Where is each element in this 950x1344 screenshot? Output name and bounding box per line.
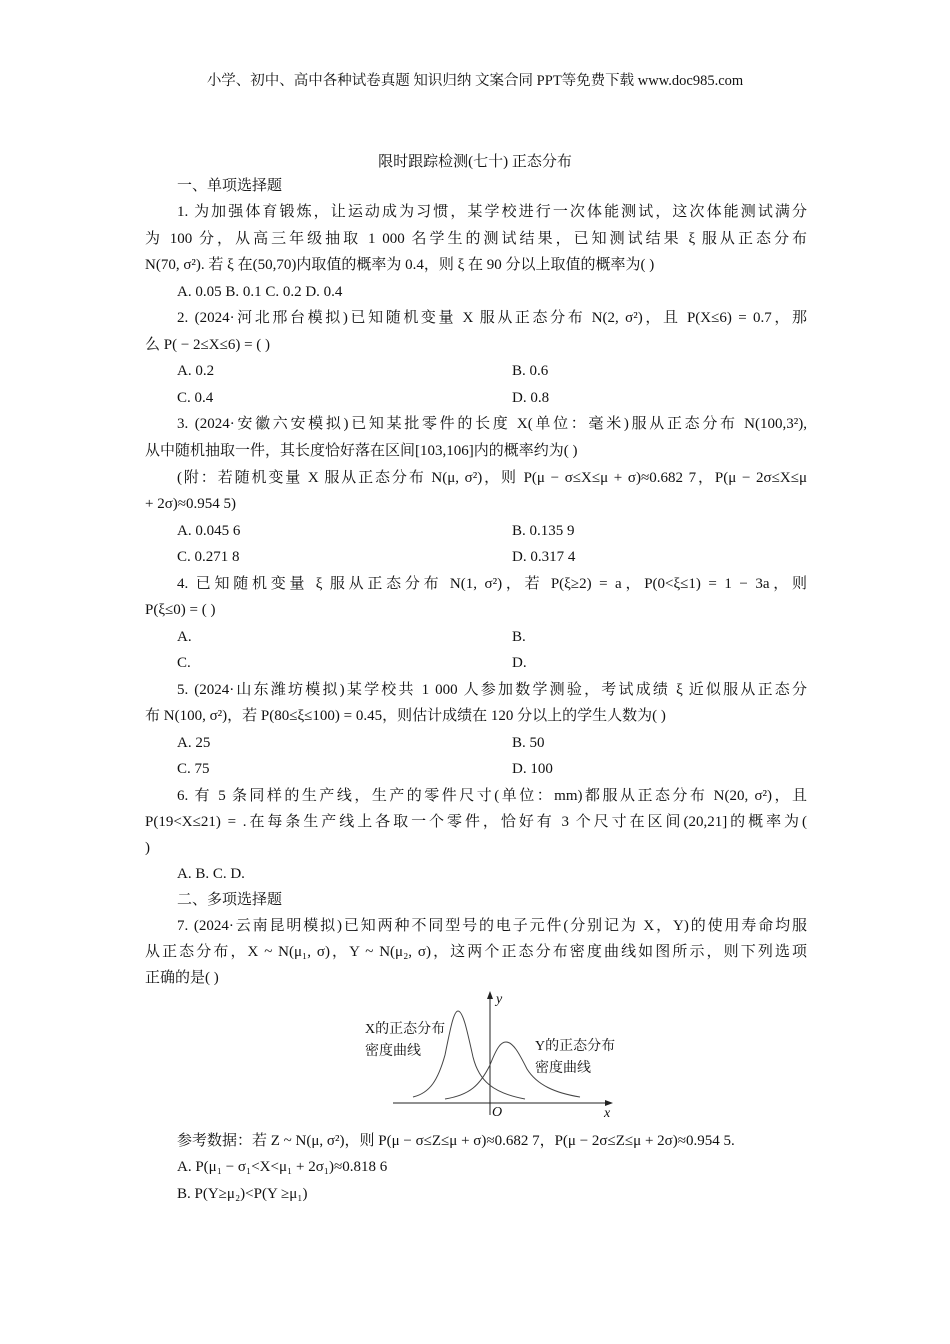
question-1: N(70, σ²). 若 ξ 在(50,70)内取值的概率为 0.4，则 ξ 在 90 分以上取值的概率为( ): [145, 257, 655, 273]
option: B.: [512, 629, 526, 645]
normal-distribution-figure: [355, 985, 625, 1120]
option: A. 0.2: [177, 363, 215, 379]
option: A.: [177, 629, 192, 645]
question-1-options: A. 0.05 B. 0.1 C. 0.2 D. 0.4: [177, 284, 343, 300]
origin-label: O: [492, 1105, 503, 1120]
question-2: 2. (2024·河北邢台模拟)已知随机变量 X 服从正态分布 N(2, σ²)，且 P(X≤6) = 0.7，那: [177, 310, 807, 326]
y-curve-label: 密度曲线: [535, 1061, 591, 1076]
question-1: 为 100 分，从高三年级抽取 1 000 名学生的测试结果，已知测试结果 ξ 服从正态分布: [145, 231, 807, 247]
question-6: 6. 有 5 条同样的生产线，生产的零件尺寸(单位：mm)都服从正态分布 N(20, σ²)，且: [177, 788, 807, 804]
y-axis-arrow-icon: [487, 991, 493, 999]
page-header: 小学、初中、高中各种试卷真题 知识归纳 文案合同 PPT等免费下载 www.doc985.com: [206, 73, 744, 89]
option: D. 0.317 4: [512, 549, 576, 565]
question-6-options: A. B. C. D.: [177, 866, 245, 882]
option: B. 50: [512, 735, 545, 751]
reference-data: 参考数据：若 Z ~ N(μ, σ²)，则 P(μ − σ≤Z≤μ + σ)≈0.682 7，P(μ − 2σ≤Z≤μ + 2σ)≈0.954 5.: [177, 1133, 735, 1149]
question-1: 1. 为加强体育锻炼，让运动成为习惯，某学校进行一次体能测试，这次体能测试满分: [177, 204, 807, 220]
question-4: 4. 已知随机变量 ξ 服从正态分布 N(1, σ²)，若 P(ξ≥2) = a，P(0<ξ≤1) = 1 − 3a，则: [177, 576, 807, 592]
x-curve-label: 密度曲线: [365, 1044, 421, 1059]
option: C. 75: [177, 761, 210, 777]
option: D. 100: [512, 761, 553, 777]
question-3: 从中随机抽取一件，其长度恰好落在区间[103,106]内的概率约为( ): [145, 443, 578, 459]
option: B. 0.135 9: [512, 523, 575, 539]
question-3-note: + 2σ)≈0.954 5): [145, 496, 237, 512]
option: A. 0.045 6: [177, 523, 241, 539]
question-4: P(ξ≤0) = ( ): [145, 602, 216, 618]
option: A. P(μ₁ − σ₁<X<μ₁ + 2σ₁)≈0.818 6: [177, 1159, 388, 1175]
option: C. 0.271 8: [177, 549, 240, 565]
y-axis-label: y: [496, 992, 503, 1007]
option: C.: [177, 655, 191, 671]
section-heading: 一、单项选择题: [177, 178, 283, 194]
option: D. 0.8: [512, 390, 550, 406]
option: D.: [512, 655, 527, 671]
question-7: 从正态分布，X ~ N(μ₁, σ)，Y ~ N(μ₂, σ)，这两个正态分布密度曲线如图所示，则下列选项: [145, 944, 807, 960]
option: A. 25: [177, 735, 211, 751]
question-3-note: (附：若随机变量 X 服从正态分布 N(μ, σ²)，则 P(μ − σ≤X≤μ + σ)≈0.682 7，P(μ − 2σ≤X≤μ: [177, 470, 807, 486]
section-heading: 二、多项选择题: [177, 892, 283, 908]
option: C. 0.4: [177, 390, 214, 406]
question-7: 正确的是( ): [145, 970, 219, 986]
option: B. P(Y≥μ₂)<P(Y ≥μ₁): [177, 1186, 308, 1202]
question-6: ): [145, 840, 150, 856]
question-5: 布 N(100, σ²)，若 P(80≤ξ≤100) = 0.45，则估计成绩在 120 分以上的学生人数为( ): [145, 708, 666, 724]
option: B. 0.6: [512, 363, 549, 379]
page-title: 限时跟踪检测(七十) 正态分布: [378, 154, 572, 170]
question-5: 5. (2024·山东潍坊模拟)某学校共 1 000 人参加数学测验，考试成绩 ξ 近似服从正态分: [177, 682, 807, 698]
question-3: 3. (2024·安徽六安模拟)已知某批零件的长度 X(单位：毫米)服从正态分布 N(100,3²),: [177, 416, 807, 432]
x-axis-label: x: [604, 1106, 611, 1120]
question-6: P(19<X≤21) = .在每条生产线上各取一个零件，恰好有 3 个尺寸在区间(20,21]的概率为(: [145, 814, 807, 830]
question-7: 7. (2024·云南昆明模拟)已知两种不同型号的电子元件(分别记为 X，Y)的使用寿命均服: [177, 918, 807, 934]
y-curve-label: Y的正态分布: [535, 1039, 616, 1054]
x-curve-label: X的正态分布: [365, 1022, 446, 1037]
question-2: 么 P( − 2≤X≤6) = ( ): [145, 337, 271, 353]
